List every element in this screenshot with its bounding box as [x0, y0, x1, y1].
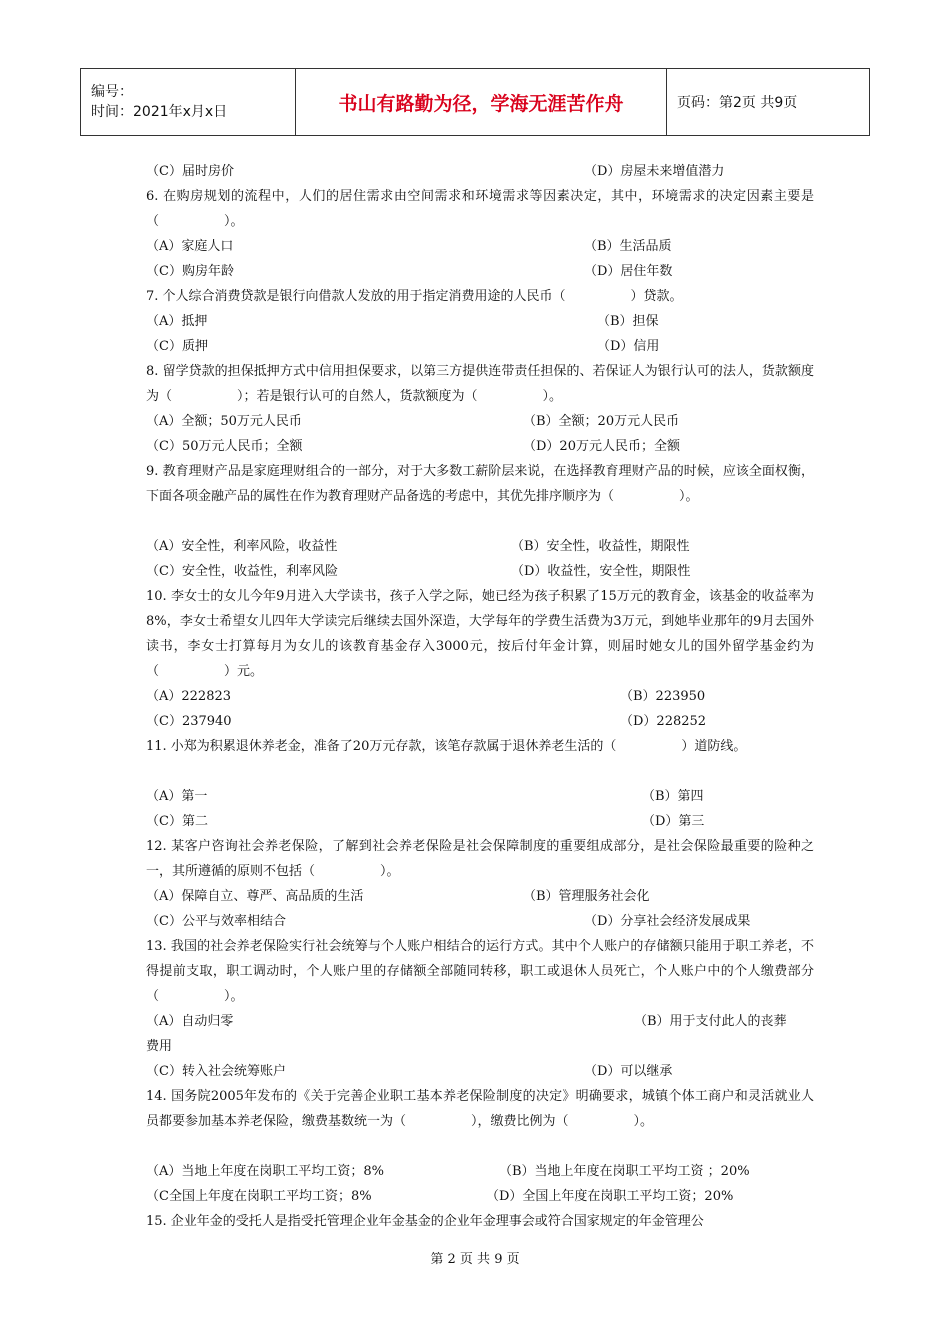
option-row: [146, 409, 814, 434]
option-row: [146, 909, 814, 934]
option-right: （B）223950: [620, 689, 706, 704]
question-text: 12. 某客户咨询社会养老保险，了解到社会养老保险是社会保障制度的重要组成部分，是社会保险最重要的险种之一，其所遵循的原则不包括（ ）。: [146, 839, 814, 879]
question-text: 15. 企业年金的受托人是指受托管理企业年金基金的企业年金理事会或符合国家规定的年金管理公: [146, 1214, 704, 1229]
option-right: （B）当地上年度在岗职工平均工资 ；20%: [499, 1164, 750, 1179]
option-row: [146, 234, 814, 259]
option-row: [146, 434, 814, 459]
option-row: [146, 334, 814, 359]
question-text: 11. 小郑为积累退休养老金，准备了20万元存款，该笔存款属于退休养老生活的（ ）道防线。: [146, 739, 747, 754]
option-left: （C）购房年龄: [146, 264, 234, 279]
page-footer: 第 2 页 共 9 页: [430, 1252, 520, 1267]
question-text: 6. 在购房规划的流程中，人们的居住需求由空间需求和环境需求等因素决定，其中，环境需求的决定因素主要是（ ）。: [146, 189, 814, 229]
option-row: [146, 1159, 814, 1184]
option-left: （C）安全性，收益性，利率风险: [146, 564, 338, 579]
option-right: （B）生活品质: [584, 239, 672, 254]
option-row: [146, 1059, 814, 1084]
question-text: 8. 留学贷款的担保抵押方式中信用担保要求，以第三方提供连带责任担保的、若保证人为银行认可的法人，货款额度为（ ）；若是银行认可的自然人，货款额度为（ ）。: [146, 364, 814, 404]
option-right: （D）可以继承: [584, 1064, 673, 1079]
option-right: （D）分享社会经济发展成果: [584, 914, 751, 929]
option-row: [146, 534, 814, 559]
option-left: （A）保障自立、尊严、高品质的生活: [146, 889, 364, 904]
option-right: （B）安全性，收益性，期限性: [511, 539, 690, 554]
option-left: （C）质押: [146, 339, 208, 354]
option-row: [146, 884, 814, 909]
option-right: （B）用于支付此人的丧葬: [634, 1014, 787, 1029]
option-right: （D）收益性，安全性，期限性: [511, 564, 691, 579]
option-left: （A）第一: [146, 789, 208, 804]
question-content: [146, 159, 814, 1234]
option-row: [146, 559, 814, 584]
question-text: 10. 李女士的女儿今年9月进入大学读书，孩子入学之际，她已经为孩子积累了15万元的教育金，该基金的收益率为8%，李女士希望女儿四年大学读完后继续去国外深造，大学每年的学费生活费为3万元，到她毕业那年的9月去国外读书，李女士打算每月为女儿的该教育基金存入3000元，按后付年金计算，则届时她女儿的国外留学基金约为（ ）元。: [146, 589, 814, 679]
option-right: （D）228252: [620, 714, 707, 729]
option-left: （C）第二: [146, 814, 208, 829]
question-text: 7. 个人综合消费贷款是银行向借款人发放的用于指定消费用途的人民币（ ）贷款。: [146, 289, 683, 304]
option-left: （A）当地上年度在岗职工平均工资；8%: [146, 1164, 385, 1179]
option-left: （A）安全性，利率风险，收益性: [146, 539, 338, 554]
option-row: [146, 784, 814, 809]
option-right: （D）居住年数: [584, 264, 673, 279]
option-right: （D）全国上年度在岗职工平均工资；20%: [486, 1189, 734, 1204]
header-table: [80, 68, 870, 136]
option-row: [146, 1184, 814, 1209]
code-label: 编号：: [91, 84, 133, 100]
option-right: （D）20万元人民币；全额: [523, 439, 680, 454]
header-left-cell: [81, 69, 296, 136]
option-right: （B）第四: [642, 789, 704, 804]
option-left: （C）50万元人民币；全额: [146, 439, 303, 454]
motto: 书山有路勤为径，学海无涯苦作舟: [296, 69, 667, 136]
option-left: 费用: [146, 1039, 173, 1054]
option-row: [146, 159, 814, 184]
question-text: 13. 我国的社会养老保险实行社会统筹与个人账户相结合的运行方式。其中个人账户的存储额只能用于职工养老，不得提前支取，职工调动时，个人账户里的存储额全部随同转移，职工或退休人员死亡，个人账户中的个人缴费部分（ ）。: [146, 939, 814, 1004]
option-left: （A）自动归零: [146, 1014, 234, 1029]
option-row: [146, 809, 814, 834]
option-row: [146, 1009, 814, 1034]
option-right: （D）第三: [642, 814, 705, 829]
option-right: （D）信用: [597, 339, 660, 354]
option-left: （A）抵押: [146, 314, 208, 329]
option-left: （C）届时房价: [146, 164, 234, 179]
option-right: （B）担保: [597, 314, 659, 329]
option-row: [146, 259, 814, 284]
option-left: （A）222823: [146, 689, 232, 704]
option-left: （C）转入社会统筹账户: [146, 1064, 286, 1079]
option-row: [146, 309, 814, 334]
option-right: （D）房屋未来增值潜力: [584, 164, 725, 179]
option-left: （C全国上年度在岗职工平均工资；8%: [146, 1189, 372, 1204]
option-left: （A）家庭人口: [146, 239, 234, 254]
option-right: （B）管理服务社会化: [523, 889, 650, 904]
option-left: （A）全额；50万元人民币: [146, 414, 302, 429]
option-right: （B）全额；20万元人民币: [523, 414, 680, 429]
page-label: 页码：第2页 共9页: [667, 69, 870, 136]
option-left: （C）237940: [146, 714, 232, 729]
date-label: 时间：2021年x月x日: [91, 104, 228, 120]
question-text: 9. 教育理财产品是家庭理财组合的一部分，对于大多数工薪阶层来说，在选择教育理财产品的时候，应该全面权衡，下面各项金融产品的属性在作为教育理财产品备选的考虑中，其优先排序顺序为（ ）。: [146, 464, 814, 504]
option-left: （C）公平与效率相结合: [146, 914, 286, 929]
option-row: [146, 684, 814, 709]
option-row: [146, 1034, 814, 1059]
option-row: [146, 709, 814, 734]
question-text: 14. 国务院2005年发布的《关于完善企业职工基本养老保险制度的决定》明确要求，城镇个体工商户和灵活就业人员都要参加基本养老保险，缴费基数统一为（ ），缴费比例为（ ）。: [146, 1089, 814, 1129]
